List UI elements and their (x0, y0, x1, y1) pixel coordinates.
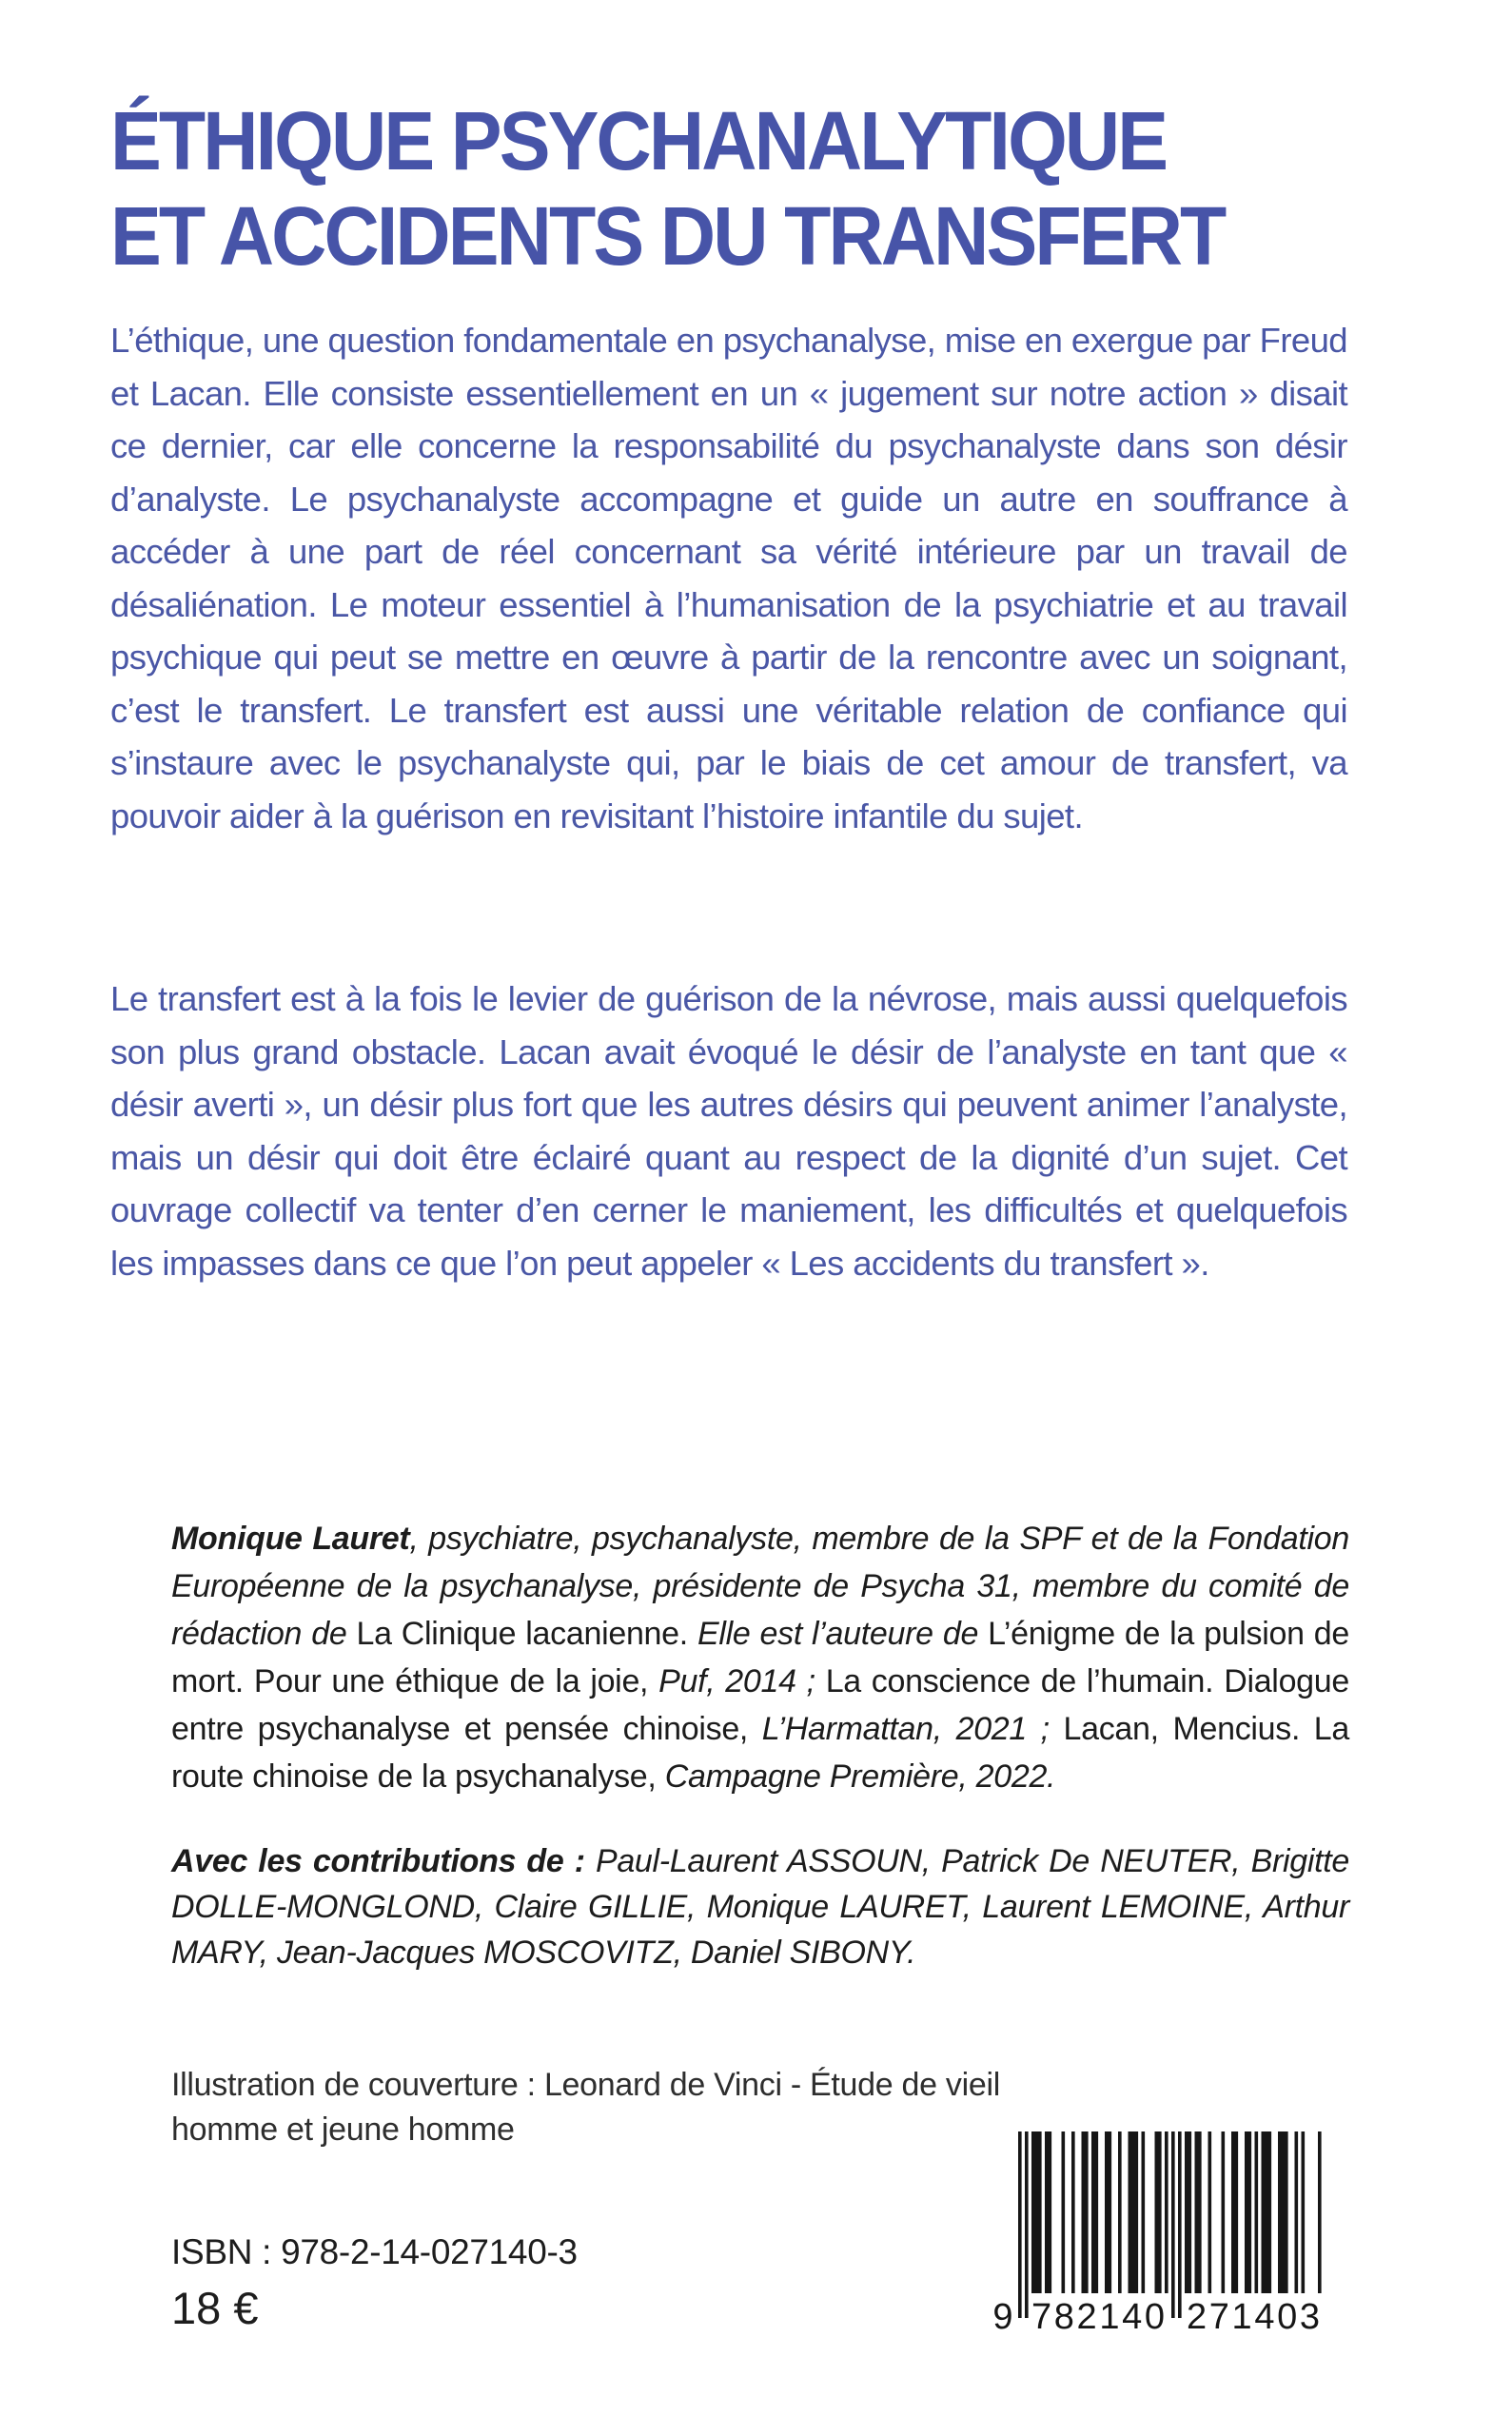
text-run: L’énigme de la pulsion de mort. Pour une éthique de la joie, (171, 1616, 1349, 1699)
barcode-bar (1105, 2131, 1109, 2293)
barcode-bar (1025, 2131, 1029, 2318)
barcode-bar (1018, 2131, 1022, 2318)
barcode-bar (1185, 2131, 1188, 2293)
book-title (110, 93, 1316, 284)
barcode-bar (1265, 2131, 1268, 2293)
isbn-number: ISBN : 978-2-14-027140-3 (171, 2232, 578, 2271)
credit-line-1: Illustration de couverture : Leonard de Vinci - Étude de vieil (171, 2067, 1000, 2103)
barcode-bar (1195, 2131, 1199, 2293)
barcode-bar (1135, 2131, 1139, 2293)
barcode-bar (1255, 2131, 1259, 2293)
barcode-bar (1082, 2131, 1086, 2293)
barcode-bar (1071, 2131, 1075, 2293)
barcode-bar (1295, 2131, 1299, 2293)
price-label: 18 € (171, 2283, 259, 2333)
barcode-bar (1085, 2131, 1089, 2293)
barcode-bar (1222, 2131, 1226, 2293)
book-title-line-2: ET ACCIDENTS DU TRANSFERT (110, 188, 1225, 283)
text-run: La Clinique lacanienne. (356, 1616, 697, 1652)
barcode-bar (1062, 2131, 1066, 2293)
barcode-bar (1248, 2131, 1252, 2293)
text-run: Monique Lauret (171, 1521, 410, 1557)
barcode-bar (1282, 2131, 1286, 2293)
contributors-list (171, 1838, 1349, 1975)
author-bio (171, 1515, 1349, 1800)
barcode-bar (1171, 2131, 1175, 2318)
barcode-bar (1158, 2131, 1162, 2293)
synopsis-paragraph-1: L’éthique, une question fondamentale en psychanalyse, mise en exergue par Freud et Lacan. Elle consiste essentiellement en un « jugement sur notre action » disait ce dernier, car elle concerne la responsabilité du psychanalyste dans son désir d’analyste. Le psychanalyste accompagne et guide un autre en souffrance à accéder à une part de réel concernant sa vérité intérieure par un travail de désaliénation. Le moteur essentiel à l’humanisation de la psychiatrie et au travail psychique qui peut se mettre en œuvre à partir de la rencontre avec un soignant, c’est le transfert. Le transfert est aussi une véritable relation de confiance qui s’instaure avec le psychanalyste qui, par le biais de cet amour de transfert, va pouvoir aider à la guérison en revisitant l’histoire infantile du sujet. (110, 321, 1347, 835)
synopsis-paragraph-2: Le transfert est à la fois le levier de guérison de la névrose, mais aussi quelquefois son plus grand obstacle. Lacan avait évoqué le désir de l’analyste en tant que « désir averti », un désir plus fort que les autres désirs qui peuvent animer l’analyste, mais un désir qui doit être éclairé quant au respect de la dignité d’un sujet. Cet ouvrage collectif va tenter d’en cerner le maniement, les difficultés et quelquefois les impasses dans ce que l’on peut appeler « Les accidents du transfert ». (110, 979, 1347, 1283)
barcode-bar (1231, 2131, 1235, 2293)
barcode-digits: 9 (992, 2297, 1013, 2333)
credit-line-2: homme et jeune homme (171, 2112, 515, 2148)
barcode-bar (1302, 2131, 1306, 2293)
barcode-bar (1142, 2131, 1146, 2293)
barcode-digits: 782140 (1031, 2297, 1165, 2333)
barcode-bar (1245, 2131, 1248, 2293)
barcode-bar (1049, 2131, 1052, 2293)
text-run: L’Harmattan, 2021 ; (761, 1711, 1064, 1747)
barcode-bar (1131, 2131, 1135, 2293)
text-run: , psychiatre, psychanalyste, membre de la SPF et de la Fondation Européenne de la psychanalyse, présidente de Psycha 31, membre du comité de rédaction de (171, 1521, 1349, 1652)
barcode-bar (1045, 2131, 1049, 2293)
barcode-bar (1262, 2131, 1266, 2293)
text-run: Avec les contributions de : (171, 1843, 596, 1879)
barcode-bar (1198, 2131, 1202, 2293)
barcode-bar (1118, 2131, 1122, 2293)
barcode-bar (1129, 2131, 1132, 2293)
text-run: Lacan, Mencius. La route chinoise de la psychanalyse, (171, 1711, 1349, 1795)
ean13-barcode (990, 2131, 1338, 2333)
text-run: Paul-Laurent ASSOUN, Patrick De NEUTER, Brigitte DOLLE-MONGLOND, Claire GILLIE, Monique LAURET, Laurent LEMOINE, Arthur MARY, Jean-Jacques MOSCOVITZ, Daniel SIBONY. (171, 1843, 1350, 1971)
barcode-bar (1278, 2131, 1282, 2293)
barcode-bar (1318, 2131, 1322, 2293)
barcode-bar (1095, 2131, 1099, 2293)
barcode-bar (1091, 2131, 1095, 2293)
barcode-digits: 271403 (1187, 2297, 1320, 2333)
book-title-line-1: ÉTHIQUE PSYCHANALYTIQUE (110, 94, 1167, 187)
barcode-bar (1031, 2131, 1035, 2293)
barcode-bar (1178, 2131, 1182, 2318)
cover-illustration-credit (171, 2063, 1028, 2152)
barcode-bar (1155, 2131, 1159, 2293)
barcode-bar (1109, 2131, 1112, 2293)
text-run: La conscience de l’humain. Dialogue entre psychanalyse et pensée chinoise, (171, 1663, 1350, 1747)
text-run: Puf, 2014 ; (658, 1663, 826, 1699)
barcode-bar (1235, 2131, 1239, 2293)
barcode-bar (1268, 2131, 1272, 2293)
barcode-bar (1038, 2131, 1042, 2293)
barcode-bar (1188, 2131, 1192, 2293)
barcode-bar (1285, 2131, 1288, 2293)
barcode-bar (1165, 2131, 1168, 2293)
barcode-bar (1035, 2131, 1039, 2293)
text-run: Campagne Première, 2022. (664, 1758, 1056, 1795)
barcode-bar (1208, 2131, 1212, 2293)
text-run: Elle est l’auteure de (697, 1616, 989, 1652)
